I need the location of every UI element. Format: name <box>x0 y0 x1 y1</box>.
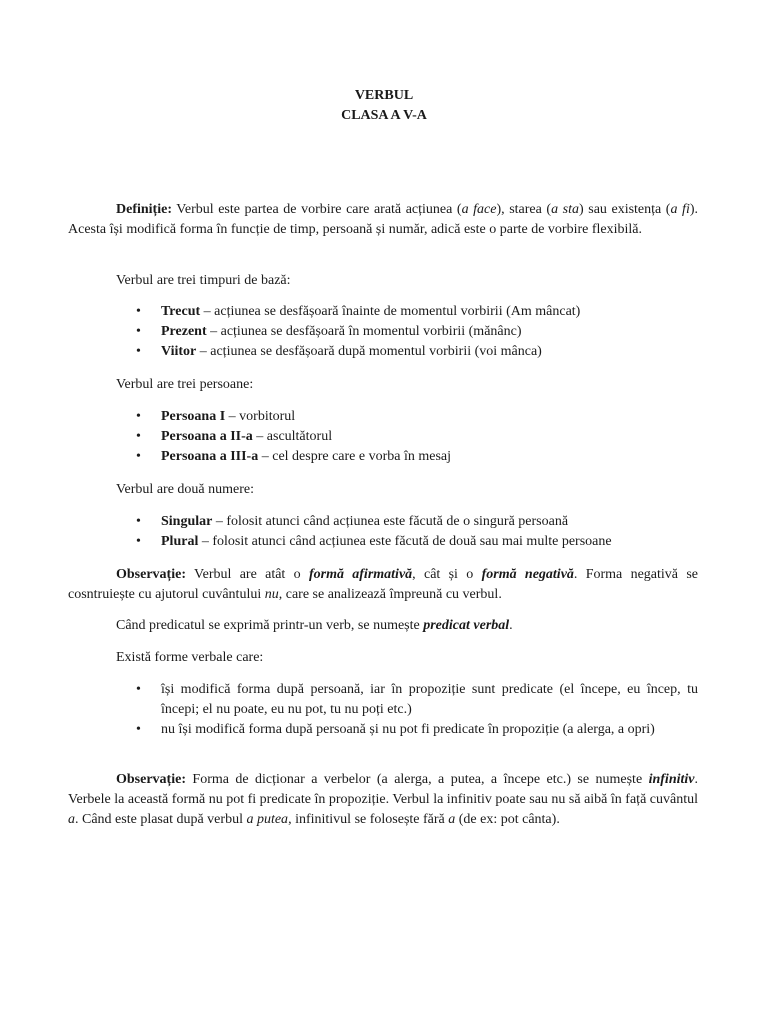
list-item: • nu își modifică forma după persoană și nu pot fi predicate în propoziție (a alerga, a opri) <box>136 720 698 740</box>
numbers-intro: Verbul are două numere: <box>116 482 254 497</box>
definition-paragraph: Definiție: Verbul este partea de vorbire care arată acțiunea (a face), starea (a sta) sau existența (a fi). Acesta își modifică forma în funcție de timp, persoană și număr, adică este o parte de vorbire flexibilă. <box>68 202 699 237</box>
list-item: • Viitor – acțiunea se desfășoară după momentul vorbirii (voi mânca) <box>136 342 698 362</box>
document-title: VERBUL <box>354 88 414 103</box>
list-item: • Trecut – acțiunea se desfășoară înainte de momentul vorbirii (Am mâncat) <box>136 302 698 322</box>
tenses-list <box>136 302 698 362</box>
list-item: • Singular – folosit atunci când acțiunea este făcută de o singură persoană <box>136 512 698 532</box>
tenses-intro: Verbul are trei timpuri de bază: <box>116 273 291 288</box>
list-item: • Persoana a III-a – cel despre care e vorba în mesaj <box>136 447 698 467</box>
list-item: • Persoana a II-a – ascultătorul <box>136 427 698 447</box>
predicate-paragraph: Când predicatul se exprimă printr-un verb, se numește predicat verbal. <box>116 618 513 633</box>
definition-term: Definiție: <box>116 202 172 217</box>
numbers-list <box>136 512 698 552</box>
observation-paragraph-2: Observație: Forma de dicționar a verbelor (a alerga, a putea, a începe etc.) se numește infinitiv. Verbele la această formă nu pot fi predicate în propoziție. Verbul la infinitiv poate sau nu să aibă în față cuvântul a. Când este plasat după verbul a putea, infinitivul se folosește fără a (de ex: pot cânta). <box>68 772 698 827</box>
observation-paragraph-1: Observație: Verbul are atât o formă afirmativă, cât și o formă negativă. Forma negativă se cosntruiește cu ajutorul cuvântului nu, care se analizează împreună cu verbul. <box>68 567 698 602</box>
forms-list <box>136 680 698 740</box>
forms-intro: Există forme verbale care: <box>116 650 264 665</box>
list-item: • își modifică forma după persoană, iar în propoziție sunt predicate (el începe, eu încep, tu începi; el nu poate, eu nu pot, tu nu poți etc.) <box>136 680 698 720</box>
list-item: • Prezent – acțiunea se desfășoară în momentul vorbirii (mănânc) <box>136 322 698 342</box>
persons-intro: Verbul are trei persoane: <box>116 377 254 392</box>
document-subtitle: CLASA A V-A <box>341 108 427 123</box>
persons-list <box>136 407 698 467</box>
list-item: • Persoana I – vorbitorul <box>136 407 698 427</box>
list-item: • Plural – folosit atunci când acțiunea este făcută de două sau mai multe persoane <box>136 532 698 552</box>
